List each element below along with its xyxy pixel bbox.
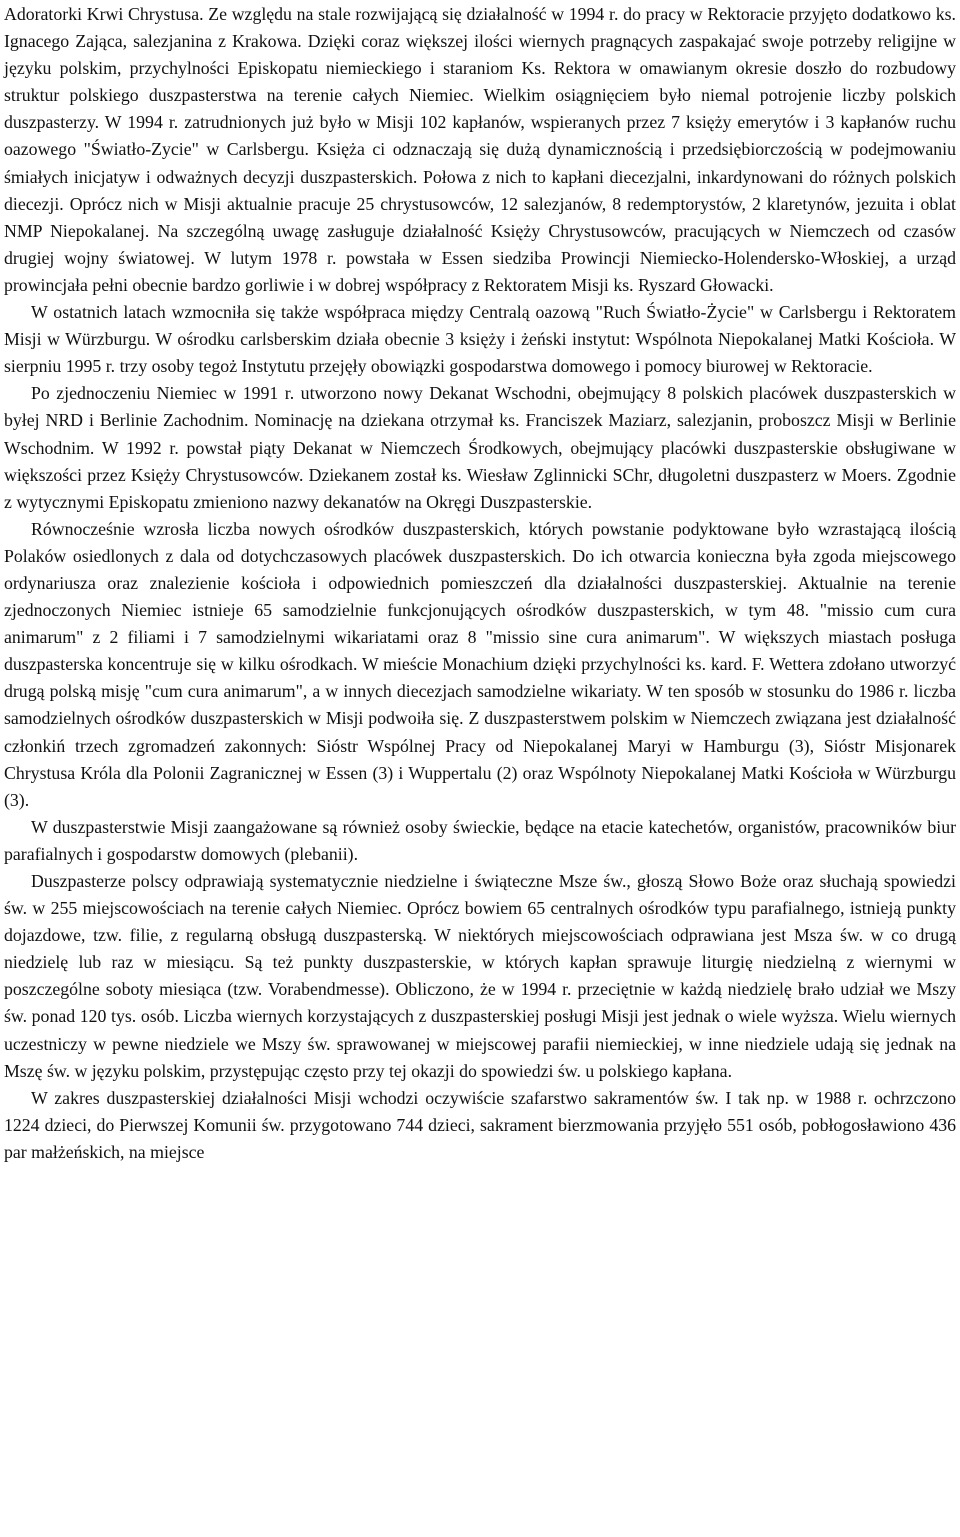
paragraph-1: Adoratorki Krwi Chrystusa. Ze względu na stale rozwijającą się działalność w 1994 r. do pracy w Rektoracie przyjęto dodatkowo ks. Ignacego Zająca, salezjanina z Krakowa. Dzięki coraz większej ilości wiernych pragnących zaspakajać swoje potrzeby religijne w języku polskim, przychylności Episkopatu niemieckiego i staraniom Ks. Rektora w omawianym okresie doszło do rozbudowy struktur polskiego duszpasterstwa na terenie całych Niemiec. Wielkim osiągnięciem było niemal potrojenie liczby polskich duszpasterzy. W 1994 r. zatrudnionych już było w Misji 102 kapłanów, wspieranych przez 7 księży emerytów i 3 kapłanów ruchu oazowego "Światło-Zycie" w Carlsbergu. Księża ci odznaczają się dużą dynamicznością i przedsiębiorczością w podejmowaniu śmiałych inicjatyw i odważnych decyzji duszpasterskich. Połowa z nich to kapłani diecezjalni, inkardynowani do różnych polskich diecezji. Oprócz nich w Misji aktualnie pracuje 25 chrystusowców, 12 salezjanów, 8 redemptorystów, 2 klaretynów, jezuita i oblat NMP Niepokalanej. Na szczególną uwagę zasługuje działalność Księży Chrystusowców, pracujących w Niemczech od czasów drugiej wojny światowej. W lutym 1978 r. powstała w Essen siedziba Prowincji Niemiecko-Holendersko-Włoskiej, a urząd prowincjała pełni obecnie bardzo gorliwie i w dobrej współpracy z Rektoratem Misji ks. Ryszard Głowacki. xyxy=(4,4,956,295)
paragraph-2: W ostatnich latach wzmocniła się także współpraca między Centralą oazową "Ruch Światło-Życie" w Carlsbergu i Rektoratem Misji w Würzburgu. W ośrodku carlsberskim działa obecnie 3 księży i żeński instytut: Wspólnota Niepokalanej Matki Kościoła. W sierpniu 1995 r. trzy osoby tegoż Instytutu przejęły obowiązki gospodarstwa domowego i pomocy biurowej w Rektoracie. xyxy=(4,302,956,377)
paragraph-6: Duszpasterze polscy odprawiają systematycznie niedzielne i świąteczne Msze św., głoszą Słowo Boże oraz słuchają spowiedzi św. w 255 miejscowościach na terenie całych Niemiec. Oprócz bowiem 65 centralnych ośrodków typu parafialnego, istnieją punkty dojazdowe, tzw. filie, z regularną obsługą duszpasterską. W niektórych miejscowościach odprawiana jest Msza św. w co drugą niedzielę lub raz w miesiącu. Są też punkty duszpasterskie, w których kapłan sprawuje liturgię niedzielną z wiernymi w poszczególne soboty miesiąca (tzw. Vorabendmesse). Obliczono, że w 1994 r. przeciętnie w każdą niedzielę brało udział we Mszy św. ponad 120 tys. osób. Liczba wiernych korzystających z duszpasterskiej posługi Misji jest jednak o wiele wyższa. Wielu wiernych uczestniczy w pewne niedziele we Mszy św. sprawowanej w miejscowej parafii niemieckiej, w inne niedziele udają się jednak na Mszę św. w języku polskim, przystępując często przy tej okazji do spowiedzi św. u polskiego kapłana. xyxy=(4,871,956,1081)
paragraph-7: W zakres duszpasterskiej działalności Misji wchodzi oczywiście szafarstwo sakramentów św. I tak np. w 1988 r. ochrzczono 1224 dzieci, do Pierwszej Komunii św. przygotowano 744 dzieci, sakrament bierzmowania przyjęło 551 osób, pobłogosławiono 436 par małżeńskich, na miejsce xyxy=(4,1087,956,1162)
paragraph-3: Po zjednoczeniu Niemiec w 1991 r. utworzono nowy Dekanat Wschodni, obejmujący 8 polskich placówek duszpasterskich w byłej NRD i Berlinie Zachodnim. Nominację na dziekana otrzymał ks. Franciszek Maziarz, salezjanin, proboszcz Misji w Berlinie Wschodnim. W 1992 r. powstał piąty Dekanat w Niemczech Środkowych, obejmujący placówki duszpasterskie obsługiwane w większości przez Księży Chrystusowców. Dziekanem został ks. Wiesław Zglinnicki SChr, długoletni duszpasterz w Moers. Zgodnie z wytycznymi Episkopatu zmieniono nazwy dekanatów na Okręgi Duszpasterskie. xyxy=(4,383,956,512)
paragraph-4: Równocześnie wzrosła liczba nowych ośrodków duszpasterskich, których powstanie podyktowane było wzrastającą ilością Polaków osiedlonych z dala od dotychczasowych placówek duszpasterskich. Do ich otwarcia konieczna była zgoda miejscowego ordynariusza oraz znalezienie kościoła i odpowiednich pomieszczeń dla działalności duszpasterskiej. Aktualnie na terenie zjednoczonych Niemiec istnieje 65 samodzielnie funkcjonujących ośrodków duszpasterskich, w tym 48. "missio cum cura animarum" z 2 filiami i 7 samodzielnymi wikariatami oraz 8 "missio sine cura animarum". W większych miastach posługa duszpasterska koncentruje się w kilku ośrodkach. W mieście Monachium dzięki przychylności ks. kard. F. Wettera zdołano utworzyć drugą polską misję "cum cura animarum", a w innych diecezjach samodzielne wikariaty. W ten sposób w stosunku do 1986 r. liczba samodzielnych ośrodków duszpasterskich w Misji podwoiła się. Z duszpasterstwem polskim w Niemczech związana jest działalność członkiń trzech zgromadzeń zakonnych: Sióstr Wspólnej Pracy od Niepokalanej Maryi w Hamburgu (3), Sióstr Misjonarek Chrystusa Króla dla Polonii Zagranicznej w Essen (3) i Wuppertalu (2) oraz Wspólnoty Niepokalanej Matki Kościoła w Würzburgu (3). xyxy=(4,518,956,810)
paragraph-5: W duszpasterstwie Misji zaangażowane są również osoby świeckie, będące na etacie katechetów, organistów, pracowników biur parafialnych i gospodarstw domowych (plebanii). xyxy=(4,816,956,864)
document-body xyxy=(4,1,956,1166)
